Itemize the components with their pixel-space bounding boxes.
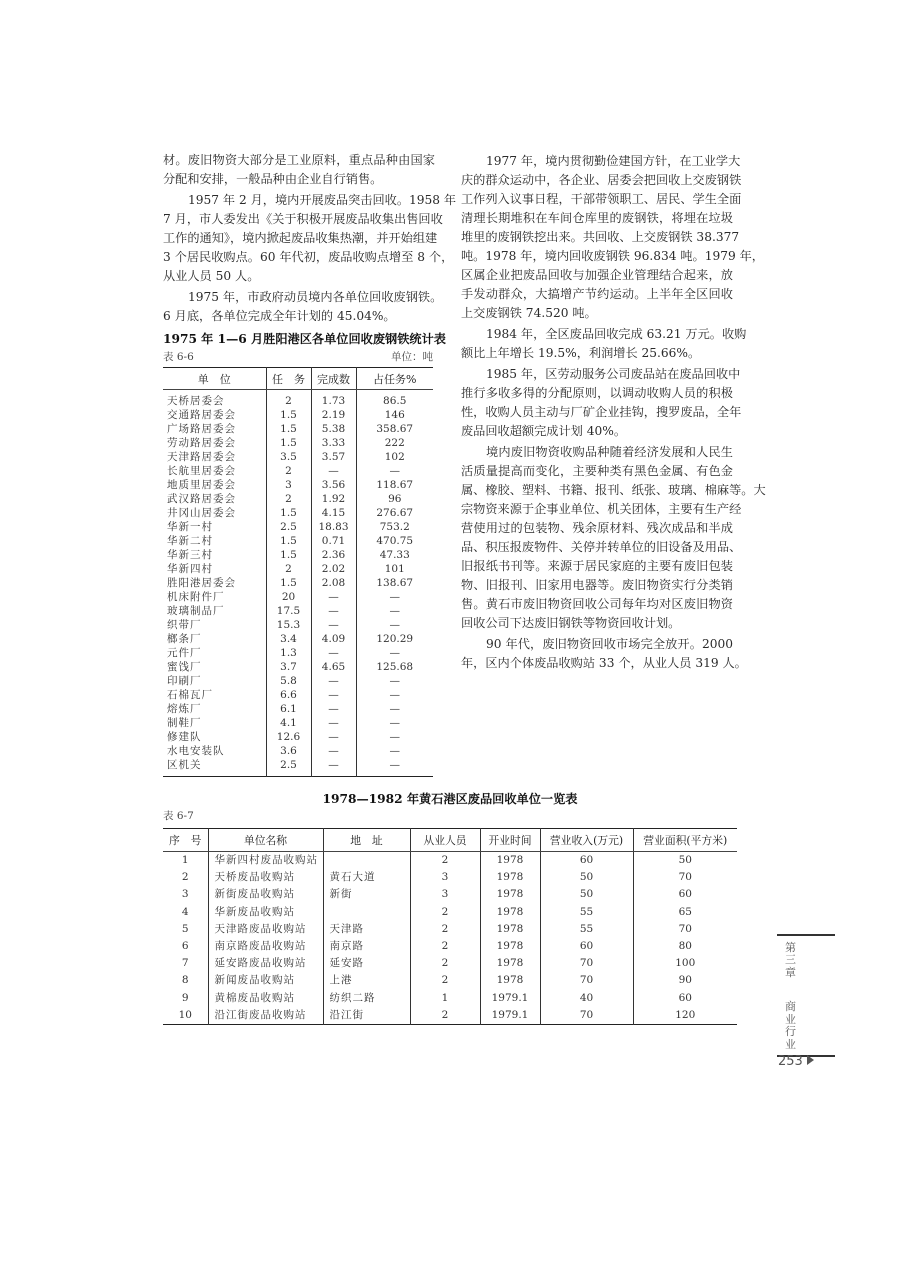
table-cell: 4.65	[311, 660, 356, 674]
paragraph	[461, 365, 742, 441]
page-number	[778, 1054, 814, 1069]
text-line: 1985 年，区劳动服务公司废品站在废品回收中	[486, 367, 741, 381]
table-cell: 3.33	[311, 436, 356, 450]
table-cell: 区机关	[163, 758, 266, 777]
table-cell: 2	[266, 464, 311, 478]
table-cell: 胜阳港居委会	[163, 576, 266, 590]
table-row	[163, 478, 433, 492]
table-cell: 2	[410, 1007, 480, 1025]
table-cell: 华新四村废品收购站	[208, 852, 323, 870]
table-cell: 101	[384, 563, 405, 575]
table-cell: 1.5	[266, 436, 311, 450]
table-row	[163, 716, 433, 730]
text-line: 品、积压报废物件、关停并转单位的旧设备及用品、	[461, 540, 742, 554]
paragraph	[163, 151, 435, 189]
table-cell: 延安路废品收购站	[208, 955, 323, 972]
table-cell: 2	[266, 390, 311, 409]
table-cell: 65	[678, 905, 692, 918]
table-cell: —	[389, 619, 400, 631]
table-cell: 上港	[323, 972, 410, 989]
table-cell: 2	[410, 972, 480, 989]
table-cell: 2.5	[266, 520, 311, 534]
table-row	[163, 702, 433, 716]
table-cell: 长航里居委会	[163, 464, 266, 478]
table-cell: 2.19	[311, 408, 356, 422]
text-line: 回收公司下达废旧钢铁等物资回收计划。	[461, 616, 681, 630]
table-cell: 70	[678, 922, 692, 935]
table-cell: 100	[675, 957, 696, 970]
table-cell: 120	[675, 1008, 696, 1021]
text-line: 手发动群众，大搞增产节约运动。上半年全区回收	[461, 287, 733, 301]
table-row	[163, 604, 433, 618]
table-cell: 华新三村	[163, 548, 266, 562]
table-cell: 南京路废品收购站	[208, 938, 323, 955]
table-row	[163, 464, 433, 478]
table-cell: 118.67	[376, 479, 414, 491]
text-line: 庆的群众运动中，各企业、居委会把回收上交废钢铁	[461, 173, 742, 187]
table-cell: 3	[410, 886, 480, 903]
table-cell: 470.75	[376, 535, 414, 547]
table-cell: 3.4	[266, 632, 311, 646]
table-cell: 天津路废品收购站	[208, 921, 323, 938]
table-cell: 黄棉废品收购站	[208, 990, 323, 1007]
table-cell: 4.1	[266, 716, 311, 730]
table-row	[163, 990, 737, 1007]
table-cell	[323, 852, 410, 870]
table-cell: 蜜饯厂	[163, 660, 266, 674]
table-cell: 2.02	[311, 562, 356, 576]
table-cell: 60	[540, 938, 633, 955]
paragraph	[461, 443, 766, 633]
table-cell: 2.5	[266, 758, 311, 777]
table-row	[163, 436, 433, 450]
table-cell: 1978	[480, 972, 540, 989]
column-header: 营业收入(万元)	[540, 829, 633, 852]
text-line: 活质量提高而变化，主要种类有黑色金属、有色金	[461, 464, 733, 478]
table-cell: 125.68	[376, 661, 414, 673]
table-cell: 华新二村	[163, 534, 266, 548]
table-cell: 80	[678, 940, 692, 953]
table-cell: 1978	[480, 938, 540, 955]
table-cell: 水电安装队	[163, 744, 266, 758]
table-cell: 3	[266, 478, 311, 492]
table-cell: 新街废品收购站	[208, 886, 323, 903]
text-line: 旧报纸书刊等。来源于居民家庭的主要有废旧包装	[461, 559, 733, 573]
table-cell: 3.57	[311, 450, 356, 464]
table-cell: 138.67	[376, 577, 414, 589]
table-cell: 4	[163, 904, 208, 921]
table-cell: 358.67	[376, 423, 414, 435]
page-number-text: 253	[778, 1054, 803, 1069]
text-line: 营使用过的包装物、残余原材料、残次成品和半成	[461, 521, 733, 535]
table-row	[163, 520, 433, 534]
table-cell: 55	[540, 921, 633, 938]
table-cell: —	[311, 730, 356, 744]
table-cell: 1978	[480, 852, 540, 870]
table-header-row	[163, 368, 433, 390]
table-cell: 5.38	[311, 422, 356, 436]
table-cell: 1	[163, 852, 208, 870]
table-cell: 1.5	[266, 548, 311, 562]
table-cell: 天津路	[323, 921, 410, 938]
table-cell: 96	[388, 493, 402, 505]
table-row	[163, 688, 433, 702]
table-cell: 华新废品收购站	[208, 904, 323, 921]
table-row	[163, 955, 737, 972]
table-row	[163, 548, 433, 562]
table-cell: 沿江街	[323, 1007, 410, 1025]
table-cell: 新闻废品收购站	[208, 972, 323, 989]
text-line: 1977 年，境内贯彻勤俭建国方针，在工业学大	[486, 154, 741, 168]
table-cell: 纺织二路	[323, 990, 410, 1007]
table-row	[163, 921, 737, 938]
table-cell: 60	[678, 888, 692, 901]
table-cell: —	[389, 591, 400, 603]
column-header: 任 务	[266, 368, 311, 390]
table-cell: 2.36	[311, 548, 356, 562]
text-line: 90 年代，废旧物资回收市场完全放开。2000	[486, 637, 733, 651]
table-6-6-label: 表 6-6	[163, 351, 194, 363]
text-line: 工作的通知》，境内掀起废品收集热潮，并开始组建	[163, 231, 438, 245]
table-cell: 7	[163, 955, 208, 972]
table-cell: 50	[540, 886, 633, 903]
table-cell: 1978	[480, 904, 540, 921]
table-6-7-label: 表 6-7	[163, 810, 194, 822]
table-cell: 10	[163, 1007, 208, 1025]
section-label: 商业行业	[785, 1000, 796, 1051]
table-row	[163, 408, 433, 422]
table-cell: 2	[266, 492, 311, 506]
paragraph	[461, 635, 747, 673]
table-cell: —	[389, 605, 400, 617]
table-cell: 1.3	[266, 646, 311, 660]
paragraph	[163, 191, 457, 286]
text-line: 工作列入议事日程，干部带领职工、居民、学生全面	[461, 192, 742, 206]
table-cell: 元件厂	[163, 646, 266, 660]
table-cell: 120.29	[376, 633, 414, 645]
table-cell: —	[311, 674, 356, 688]
table-cell: 天津路居委会	[163, 450, 266, 464]
table-cell: 20	[266, 590, 311, 604]
table-6-6	[163, 367, 433, 777]
table-cell: —	[389, 745, 400, 757]
column-header: 营业面积(平方米)	[633, 829, 737, 852]
table-cell: 3.6	[266, 744, 311, 758]
table-cell: 40	[540, 990, 633, 1007]
table-cell: 6.6	[266, 688, 311, 702]
table-row	[163, 492, 433, 506]
table-cell: 1978	[480, 955, 540, 972]
table-cell: 地质里居委会	[163, 478, 266, 492]
table-row	[163, 730, 433, 744]
table-row	[163, 422, 433, 436]
table-cell: —	[311, 604, 356, 618]
text-line: 售。黄石市废旧物资回收公司每年均对区废旧物资	[461, 597, 733, 611]
text-line: 分配和安排，一般品种由企业自行销售。	[163, 172, 383, 186]
text-line: 6 月底，各单位完成全年计划的 45.04%。	[163, 309, 396, 323]
triangle-right-icon	[807, 1055, 814, 1065]
table-cell: 1978	[480, 886, 540, 903]
table-6-7	[163, 828, 737, 1025]
text-line: 推行多收多得的分配原则，以调动收购人员的积极	[461, 386, 733, 400]
text-line: 废品回收超额完成计划 40%。	[461, 424, 627, 438]
table-cell: 9	[163, 990, 208, 1007]
table-cell: 6	[163, 938, 208, 955]
table-cell: 5.8	[266, 674, 311, 688]
table-cell: 延安路	[323, 955, 410, 972]
table-cell: 47.33	[379, 549, 410, 561]
table-cell: 井冈山居委会	[163, 506, 266, 520]
table-row	[163, 632, 433, 646]
table-cell: —	[389, 647, 400, 659]
table-cell: 18.83	[311, 520, 356, 534]
table-6-6-caption	[163, 351, 433, 364]
table-header-row	[163, 829, 737, 852]
table-cell: 1.5	[266, 422, 311, 436]
table-cell: 3	[410, 869, 480, 886]
table-cell: —	[389, 731, 400, 743]
table-cell: 70	[540, 1007, 633, 1025]
table-cell: 石棉瓦厂	[163, 688, 266, 702]
table-row	[163, 1007, 737, 1025]
text-line: 属、橡胶、塑料、书籍、报刊、纸张、玻璃、棉麻等。大	[461, 483, 766, 497]
table-cell: 修建队	[163, 730, 266, 744]
table-cell	[323, 904, 410, 921]
table-cell: 3	[163, 886, 208, 903]
text-line: 7 月，市人委发出《关于积极开展废品收集出售回收	[163, 212, 443, 226]
table-cell: 2	[410, 955, 480, 972]
table-cell: —	[311, 758, 356, 777]
table-row	[163, 744, 433, 758]
table-cell: 制鞋厂	[163, 716, 266, 730]
table-cell: 天桥废品收购站	[208, 869, 323, 886]
text-line: 宗物资来源于企事业单位、机关团体，主要有生产经	[461, 502, 742, 516]
column-header: 序 号	[163, 829, 208, 852]
table-cell: 交通路居委会	[163, 408, 266, 422]
table-cell: —	[389, 759, 400, 771]
table-cell: 86.5	[383, 395, 407, 407]
text-line: 上交废钢铁 74.520 吨。	[461, 306, 597, 320]
chapter-side-tab	[777, 934, 835, 1057]
table-row	[163, 869, 737, 886]
text-line: 物、旧报刊、旧家用电器等。废旧物资实行分类销	[461, 578, 733, 592]
table-cell: 102	[384, 451, 405, 463]
table-cell: 2	[410, 904, 480, 921]
table-cell: —	[311, 688, 356, 702]
table-row	[163, 852, 737, 870]
column-header: 单位名称	[208, 829, 323, 852]
table-cell: 90	[678, 974, 692, 987]
table-cell: 12.6	[266, 730, 311, 744]
table-cell: 15.3	[266, 618, 311, 632]
table-cell: 华新一村	[163, 520, 266, 534]
table-cell: 广场路居委会	[163, 422, 266, 436]
text-line: 额比上年增长 19.5%，利润增长 25.66%。	[461, 346, 701, 360]
text-line: 1957 年 2 月，境内开展废品突击回收。1958 年	[188, 193, 457, 207]
column-header: 完成数	[311, 368, 356, 390]
table-row	[163, 904, 737, 921]
table-row	[163, 390, 433, 409]
table-cell: 70	[540, 955, 633, 972]
table-cell: —	[311, 702, 356, 716]
text-line: 1975 年，市政府动员境内各单位回收废钢铁。	[188, 290, 443, 304]
paragraph	[461, 152, 764, 323]
table-cell: —	[311, 590, 356, 604]
table-cell: 222	[384, 437, 405, 449]
table-cell: —	[389, 717, 400, 729]
table-cell: 1.5	[266, 506, 311, 520]
table-cell: —	[389, 675, 400, 687]
paragraph	[461, 325, 747, 363]
side-tab-rule-top	[777, 934, 835, 936]
table-row	[163, 576, 433, 590]
column-header: 占任务%	[356, 368, 433, 390]
table-row	[163, 506, 433, 520]
table-row	[163, 562, 433, 576]
table-cell: —	[389, 465, 400, 477]
table-cell: 5	[163, 921, 208, 938]
table-cell: 沿江街废品收购站	[208, 1007, 323, 1025]
table-cell: 黄石大道	[323, 869, 410, 886]
table-cell: 50	[678, 854, 692, 866]
table-cell: —	[311, 646, 356, 660]
table-cell: 17.5	[266, 604, 311, 618]
text-line: 性，收购人员主动与厂矿企业挂钩，搜罗废品，全年	[461, 405, 742, 419]
table-cell: 8	[163, 972, 208, 989]
text-line: 清理长期堆积在车间仓库里的废钢铁，将埋在垃圾	[461, 211, 733, 225]
table-cell: 1.73	[311, 390, 356, 409]
table-cell: 2	[266, 562, 311, 576]
text-line: 3 个居民收购点。60 年代初，废品收购点增至 8 个，	[163, 250, 454, 264]
column-header: 地 址	[323, 829, 410, 852]
column-header: 单 位	[163, 368, 266, 390]
text-line: 从业人员 50 人。	[163, 269, 260, 283]
table-cell: 熔炼厂	[163, 702, 266, 716]
text-line: 1984 年，全区废品回收完成 63.21 万元。收购	[486, 327, 747, 341]
table-row	[163, 618, 433, 632]
table-6-6-unit: 单位：吨	[391, 351, 433, 363]
text-line: 境内废旧物资收购品种随着经济发展和人民生	[486, 445, 733, 459]
table-cell: 3.7	[266, 660, 311, 674]
table-cell: 1.5	[266, 408, 311, 422]
table-cell: 4.09	[311, 632, 356, 646]
text-line: 年，区内个体废品收购站 33 个，从业人员 319 人。	[461, 656, 747, 670]
left-text-column	[163, 149, 457, 326]
table-row	[163, 758, 433, 777]
table-row	[163, 972, 737, 989]
table-cell: 3.5	[266, 450, 311, 464]
text-line: 材。废旧物资大部分是工业原料，重点品种由国家	[163, 153, 435, 167]
column-header: 从业人员	[410, 829, 480, 852]
column-header: 开业时间	[480, 829, 540, 852]
table-cell: 6.1	[266, 702, 311, 716]
table-6-7-title: 1978—1982 年黄石港区废品回收单位一览表	[322, 792, 578, 806]
table-cell: 2.08	[311, 576, 356, 590]
table-row	[163, 590, 433, 604]
table-cell: —	[311, 464, 356, 478]
table-row	[163, 886, 737, 903]
table-cell: 玻璃制品厂	[163, 604, 266, 618]
table-cell: 1978	[480, 869, 540, 886]
paragraph	[163, 288, 443, 326]
table-cell: 武汉路居委会	[163, 492, 266, 506]
table-cell: 华新四村	[163, 562, 266, 576]
text-line: 堆里的废钢铁挖出来。共回收、上交废钢铁 38.377	[461, 230, 740, 244]
table-cell: —	[311, 618, 356, 632]
right-text-column	[461, 150, 766, 673]
table-cell: 1.92	[311, 492, 356, 506]
text-line: 吨。1978 年，境内回收废钢铁 96.834 吨。1979 年，	[461, 249, 764, 263]
table-cell: 2	[410, 852, 480, 870]
table-cell: 3.56	[311, 478, 356, 492]
table-row	[163, 674, 433, 688]
table-cell: 印刷厂	[163, 674, 266, 688]
table-cell: 0.71	[311, 534, 356, 548]
table-cell: 2	[410, 921, 480, 938]
table-cell: 1979.1	[480, 990, 540, 1007]
table-cell: 1	[410, 990, 480, 1007]
table-cell: 南京路	[323, 938, 410, 955]
table-cell: 天桥居委会	[163, 390, 266, 409]
table-cell: 60	[678, 991, 692, 1004]
text-line: 区属企业把废品回收与加强企业管理结合起来，放	[461, 268, 733, 282]
table-cell: 2	[163, 869, 208, 886]
table-cell: 1979.1	[480, 1007, 540, 1025]
table-cell: 1978	[480, 921, 540, 938]
table-cell: 50	[540, 869, 633, 886]
table-cell: 4.15	[311, 506, 356, 520]
table-cell: 2	[410, 938, 480, 955]
table-row	[163, 450, 433, 464]
table-row	[163, 938, 737, 955]
table-6-6-title: 1975 年 1—6 月胜阳港区各单位回收废钢铁统计表	[163, 332, 446, 346]
table-row	[163, 660, 433, 674]
table-row	[163, 646, 433, 660]
table-cell: 60	[540, 852, 633, 870]
table-cell: 146	[384, 409, 405, 421]
table-cell: 276.67	[376, 507, 414, 519]
table-cell: 机床附件厂	[163, 590, 266, 604]
table-cell: 榔条厂	[163, 632, 266, 646]
table-cell: 70	[540, 972, 633, 989]
table-cell: 织带厂	[163, 618, 266, 632]
table-cell: 753.2	[379, 521, 410, 533]
table-cell: 70	[678, 871, 692, 884]
table-row	[163, 534, 433, 548]
table-cell: 新街	[323, 886, 410, 903]
table-cell: —	[311, 744, 356, 758]
table-cell: 1.5	[266, 534, 311, 548]
table-cell: —	[389, 689, 400, 701]
chapter-label: 第三章	[785, 940, 796, 979]
table-cell: 1.5	[266, 576, 311, 590]
table-cell: —	[311, 716, 356, 730]
table-cell: —	[389, 703, 400, 715]
table-cell: 55	[540, 904, 633, 921]
table-cell: 劳动路居委会	[163, 436, 266, 450]
